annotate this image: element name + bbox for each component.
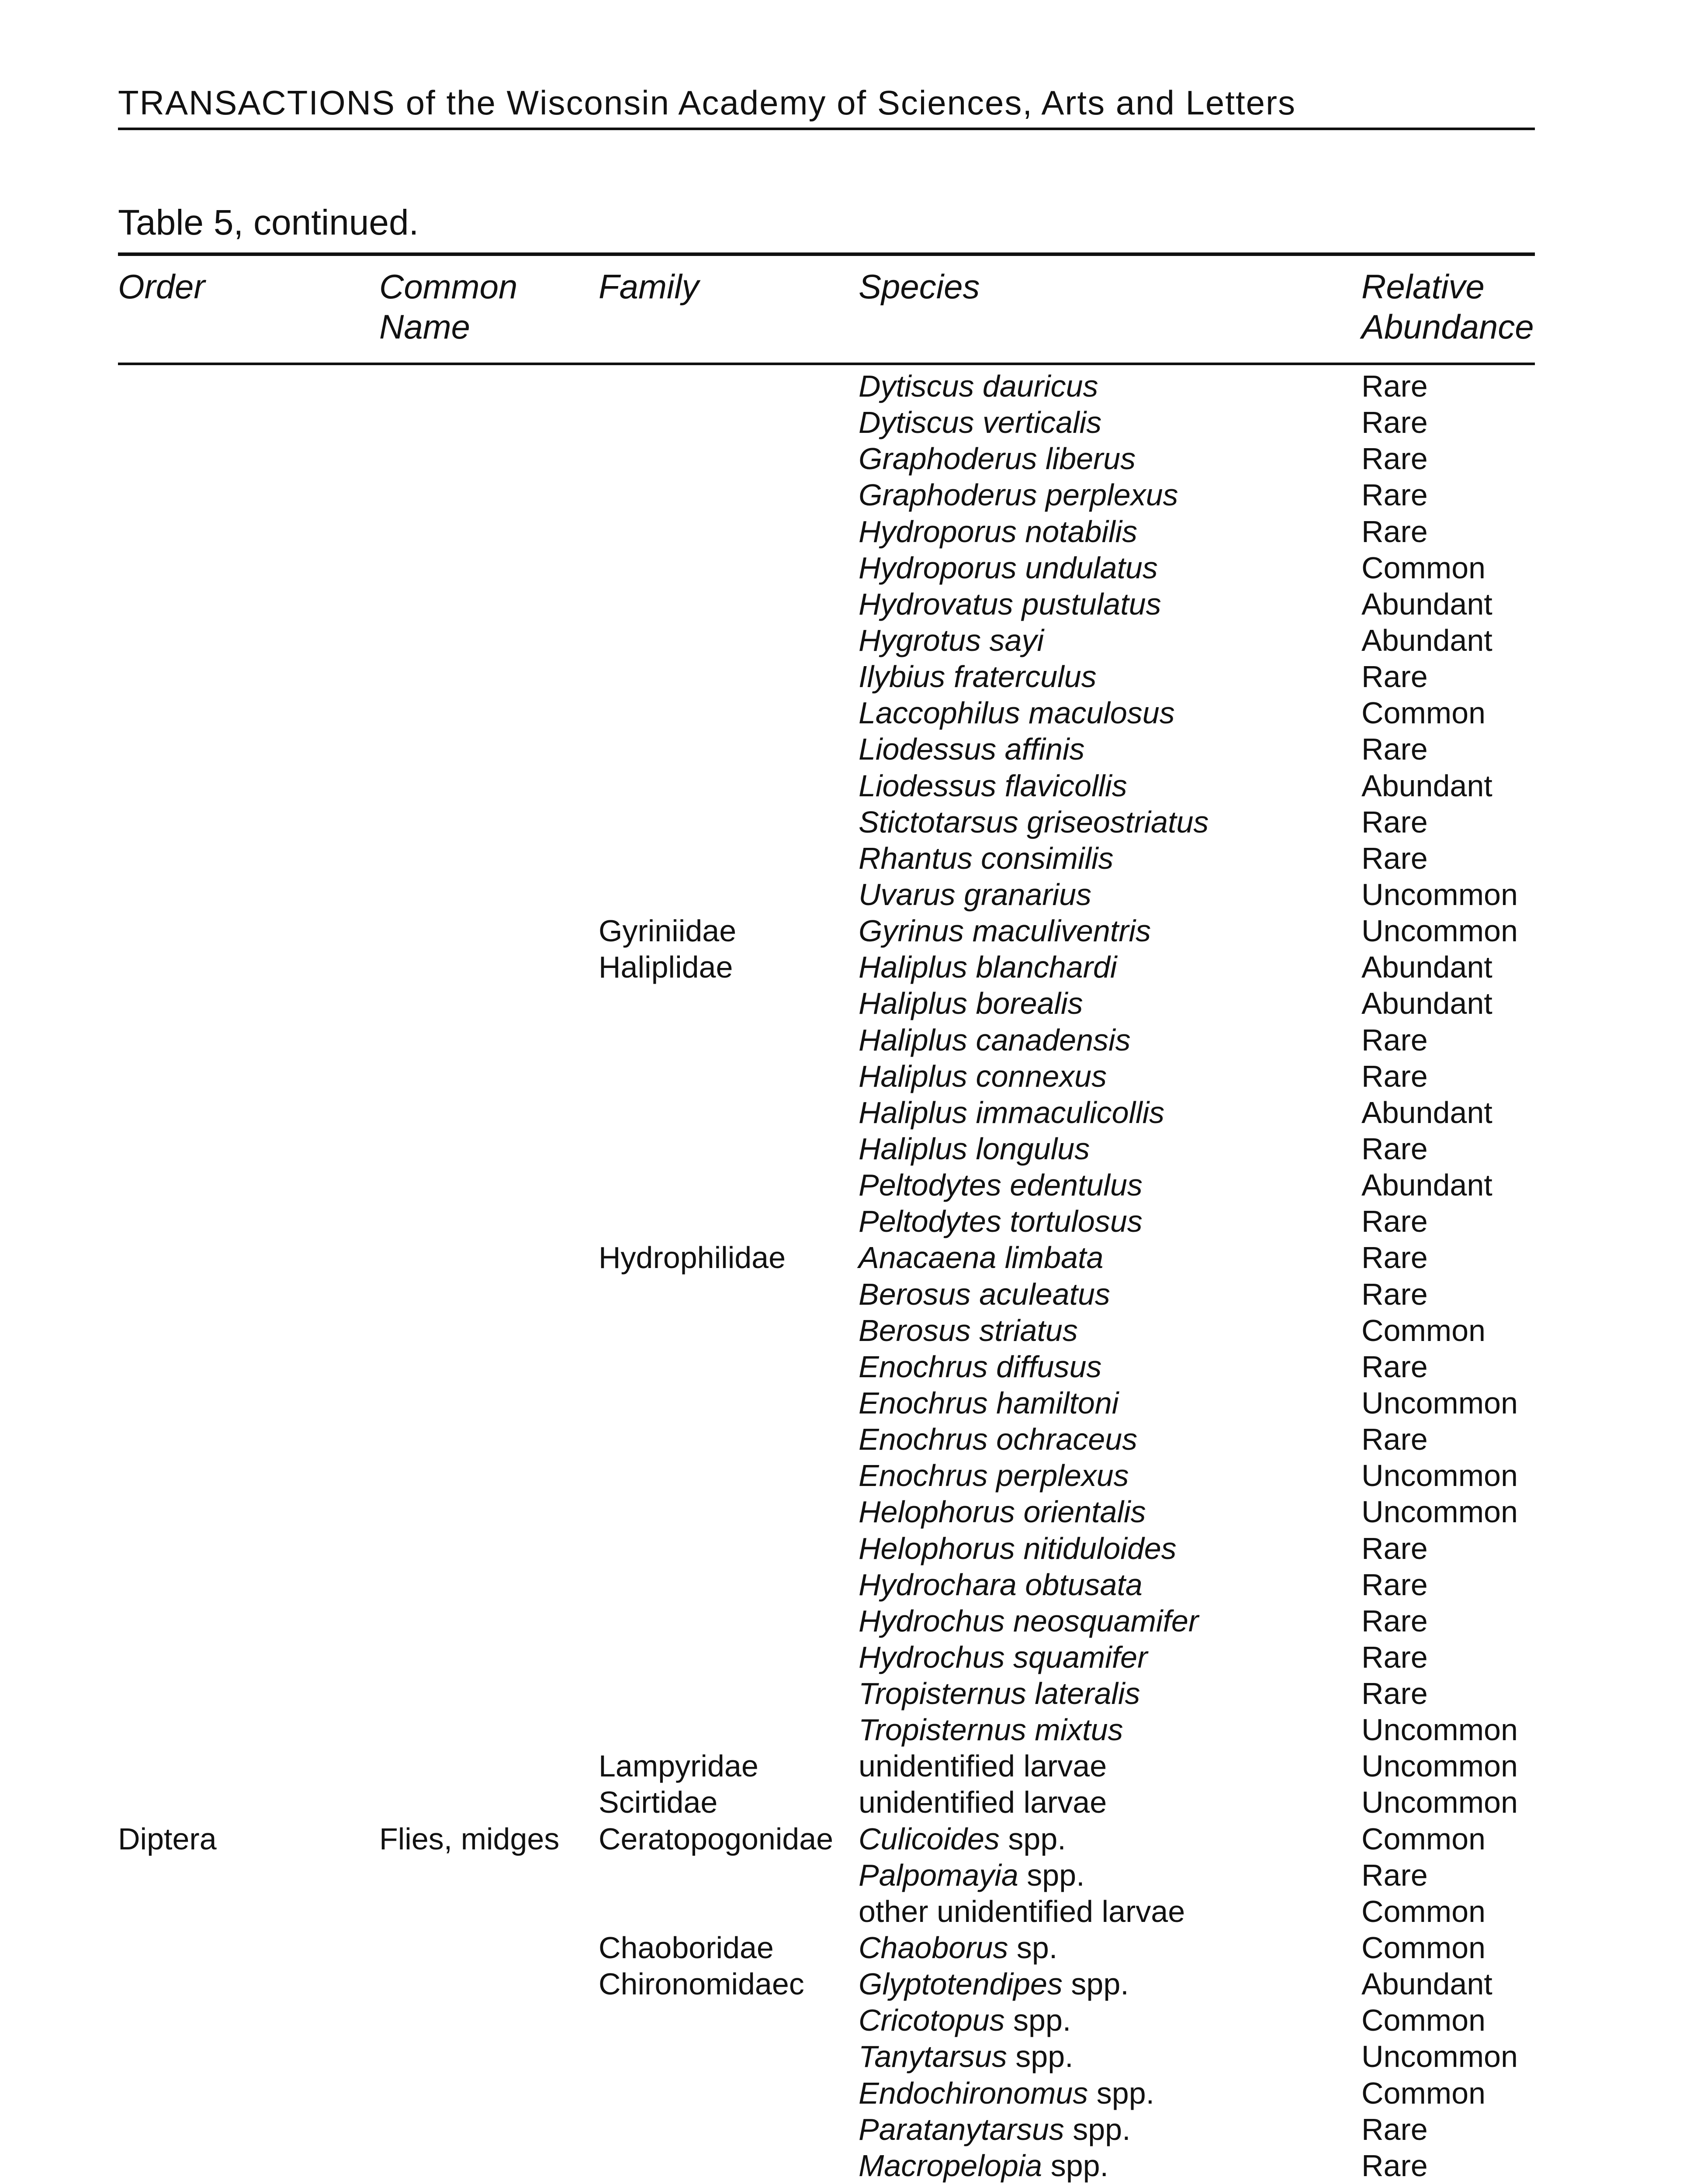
- cell-relative-abundance: Uncommon: [1361, 2039, 1518, 2074]
- table-row: [0, 1676, 1690, 1712]
- table-row: [0, 2002, 1690, 2039]
- column-header-relative-abundance: [1361, 266, 1534, 347]
- cell-relative-abundance: Uncommon: [1361, 914, 1518, 948]
- species-name-italic: Hydrochus neosquamifer: [859, 1603, 1199, 1638]
- cell-relative-abundance: Abundant: [1361, 1168, 1493, 1203]
- cell-species: [859, 1784, 1107, 1821]
- species-name-italic: Peltodytes tortulosus: [859, 1204, 1143, 1239]
- cell-species: [859, 1131, 1090, 1167]
- species-name-italic: Helophorus orientalis: [859, 1495, 1146, 1529]
- table-row: [0, 1857, 1690, 1894]
- table-row: [0, 1494, 1690, 1530]
- table-row: [0, 1131, 1690, 1167]
- cell-relative-abundance: Rare: [1361, 1422, 1428, 1457]
- cell-species: [859, 368, 1098, 404]
- column-header-common-name-line1: Common: [379, 267, 518, 306]
- cell-species: [859, 2111, 1131, 2148]
- table-row: [0, 1349, 1690, 1385]
- cell-relative-abundance: Rare: [1361, 2112, 1428, 2146]
- species-name-italic: Hydroporus undulatus: [859, 550, 1158, 585]
- cell-species: [859, 1385, 1119, 1421]
- species-name-italic: Haliplus longulus: [859, 1131, 1090, 1166]
- table-row: [0, 1639, 1690, 1676]
- cell-family: Chironomidaec: [599, 1967, 804, 2001]
- cell-species: [859, 1494, 1146, 1530]
- table-row: [0, 404, 1690, 441]
- table-row: [0, 1567, 1690, 1603]
- cell-relative-abundance: Rare: [1361, 2148, 1428, 2183]
- cell-relative-abundance: Common: [1361, 1894, 1486, 1928]
- cell-relative-abundance: Uncommon: [1361, 1713, 1518, 1747]
- table-row: [0, 2148, 1690, 2184]
- cell-relative-abundance: Uncommon: [1361, 1386, 1518, 1420]
- species-qualifier: spp.: [1042, 2148, 1109, 2183]
- table-row: [0, 1240, 1690, 1276]
- cell-species: [859, 1058, 1107, 1095]
- table-row: [0, 804, 1690, 840]
- table-caption: Table 5, continued.: [118, 203, 419, 242]
- table-row: [0, 1276, 1690, 1313]
- cell-species: [859, 1421, 1137, 1458]
- cell-species: [859, 1857, 1085, 1894]
- cell-relative-abundance: Rare: [1361, 660, 1428, 694]
- cell-species: [859, 550, 1158, 586]
- table-row: [0, 1712, 1690, 1748]
- cell-species: [859, 1639, 1147, 1676]
- cell-species: [859, 1894, 1185, 1930]
- cell-relative-abundance: Rare: [1361, 405, 1428, 440]
- cell-family: Scirtidae: [599, 1785, 718, 1820]
- species-name-italic: Graphoderus liberus: [859, 442, 1136, 476]
- column-header-species: [859, 266, 980, 307]
- table-row: [0, 1784, 1690, 1821]
- species-qualifier: spp.: [999, 1821, 1066, 1856]
- species-qualifier: unidentified larvae: [859, 1785, 1107, 1820]
- cell-species: [859, 1240, 1103, 1276]
- cell-relative-abundance: Abundant: [1361, 950, 1493, 985]
- species-name-italic: Macropelopia: [859, 2148, 1042, 2183]
- cell-species: [859, 1712, 1123, 1748]
- species-name-italic: Tanytarsus: [859, 2039, 1007, 2074]
- table-row: [0, 768, 1690, 804]
- species-name-italic: Hydrochus squamifer: [859, 1640, 1148, 1674]
- species-qualifier: spp.: [1004, 2003, 1071, 2038]
- cell-species: [859, 1531, 1177, 1567]
- column-header-order-label: Order: [118, 267, 205, 306]
- cell-species: [859, 514, 1137, 550]
- cell-relative-abundance: Common: [1361, 1313, 1486, 1348]
- cell-relative-abundance: Common: [1361, 2003, 1486, 2038]
- cell-species: [859, 2039, 1074, 2075]
- cell-species: [859, 695, 1175, 731]
- cell-family: Lampyridae: [599, 1749, 758, 1783]
- cell-family: Hydrophilidae: [599, 1241, 786, 1275]
- table-row: [0, 2111, 1690, 2148]
- cell-relative-abundance: Rare: [1361, 1241, 1428, 1275]
- cell-species: [859, 1930, 1057, 1966]
- species-name-italic: Anacaena limbata: [859, 1241, 1104, 1275]
- cell-relative-abundance: Rare: [1361, 1023, 1428, 1057]
- cell-relative-abundance: Uncommon: [1361, 1749, 1518, 1783]
- cell-species: [859, 913, 1151, 949]
- species-name-italic: Laccophilus maculosus: [859, 696, 1175, 730]
- table-row: [0, 913, 1690, 949]
- table-row: [0, 840, 1690, 877]
- cell-relative-abundance: Rare: [1361, 1059, 1428, 1093]
- cell-species: [859, 1966, 1129, 2002]
- species-name-italic: Endochironomus: [859, 2076, 1088, 2110]
- table-top-rule: [118, 252, 1535, 256]
- cell-relative-abundance: Rare: [1361, 1277, 1428, 1311]
- species-name-italic: Dytiscus verticalis: [859, 405, 1102, 440]
- cell-relative-abundance: Rare: [1361, 369, 1428, 403]
- species-name-italic: Haliplus canadensis: [859, 1023, 1131, 1057]
- column-header-common-name: [379, 266, 517, 347]
- running-head: TRANSACTIONS of the Wisconsin Academy of Sciences, Arts and Letters: [118, 83, 1296, 122]
- cell-species: [859, 1676, 1140, 1712]
- table-row: [0, 1385, 1690, 1421]
- species-name-italic: Hygrotus sayi: [859, 623, 1044, 657]
- cell-species: [859, 2075, 1154, 2111]
- column-header-abundance-line2: Abundance: [1361, 308, 1534, 346]
- column-header-order: [118, 266, 205, 307]
- species-name-italic: Palpomayia: [859, 1858, 1018, 1892]
- cell-relative-abundance: Abundant: [1361, 768, 1493, 803]
- species-qualifier: sp.: [1008, 1931, 1058, 1965]
- cell-relative-abundance: Rare: [1361, 1640, 1428, 1674]
- table-row: [0, 2039, 1690, 2075]
- table-row: [0, 1058, 1690, 1095]
- cell-species: [859, 1095, 1164, 1131]
- table-row: [0, 1966, 1690, 2002]
- table-row: [0, 1603, 1690, 1639]
- table-row: [0, 622, 1690, 659]
- species-name-italic: Peltodytes edentulus: [859, 1168, 1143, 1203]
- table-row: [0, 1531, 1690, 1567]
- cell-relative-abundance: Common: [1361, 1931, 1486, 1965]
- table-row: [0, 1167, 1690, 1203]
- table-body: [0, 368, 1690, 2184]
- table-row: [0, 586, 1690, 622]
- species-name-italic: Berosus striatus: [859, 1313, 1078, 1348]
- cell-relative-abundance: Common: [1361, 550, 1486, 585]
- cell-order: Diptera: [118, 1821, 217, 1856]
- table-row: [0, 731, 1690, 767]
- cell-relative-abundance: Abundant: [1361, 587, 1493, 621]
- species-name-italic: Liodessus affinis: [859, 732, 1085, 767]
- cell-relative-abundance: Rare: [1361, 1349, 1428, 1384]
- column-header-common-name-line2: Name: [379, 308, 471, 346]
- species-qualifier: spp.: [1018, 1858, 1085, 1892]
- cell-species: [859, 659, 1097, 695]
- cell-species: [859, 949, 1117, 985]
- column-header-species-label: Species: [859, 267, 980, 306]
- cell-relative-abundance: Uncommon: [1361, 877, 1518, 912]
- cell-relative-abundance: Rare: [1361, 442, 1428, 476]
- table-row: [0, 1458, 1690, 1494]
- cell-family: Haliplidae: [599, 950, 733, 985]
- cell-species: [859, 1567, 1143, 1603]
- table-row: [0, 1930, 1690, 1966]
- species-qualifier: spp.: [1064, 2112, 1131, 2146]
- cell-species: [859, 1022, 1131, 1058]
- table-row: [0, 659, 1690, 695]
- cell-relative-abundance: Abundant: [1361, 623, 1493, 657]
- cell-species: [859, 2148, 1108, 2184]
- species-name-italic: Stictotarsus griseostriatus: [859, 805, 1209, 839]
- cell-relative-abundance: Rare: [1361, 478, 1428, 512]
- table-row: [0, 985, 1690, 1022]
- species-name-italic: Berosus aculeatus: [859, 1277, 1110, 1311]
- species-name-italic: Dytiscus dauricus: [859, 369, 1098, 403]
- cell-species: [859, 877, 1091, 913]
- species-qualifier: spp.: [1007, 2039, 1074, 2074]
- species-name-italic: Haliplus connexus: [859, 1059, 1107, 1093]
- species-name-italic: Hydrochara obtusata: [859, 1567, 1143, 1602]
- cell-species: [859, 441, 1136, 477]
- cell-relative-abundance: Rare: [1361, 1131, 1428, 1166]
- cell-species: [859, 404, 1101, 441]
- cell-relative-abundance: Abundant: [1361, 1095, 1493, 1130]
- table-row: [0, 1095, 1690, 1131]
- species-name-italic: Gyrinus maculiventris: [859, 914, 1151, 948]
- cell-relative-abundance: Rare: [1361, 1676, 1428, 1711]
- cell-relative-abundance: Abundant: [1361, 986, 1493, 1021]
- table-row: [0, 514, 1690, 550]
- table-row: [0, 1894, 1690, 1930]
- table-row: [0, 1421, 1690, 1458]
- species-name-italic: Cricotopus: [859, 2003, 1005, 2038]
- cell-relative-abundance: Rare: [1361, 1531, 1428, 1565]
- cell-family: Ceratopogonidae: [599, 1821, 834, 1856]
- cell-species: [859, 477, 1178, 513]
- cell-species: [859, 622, 1044, 659]
- species-name-italic: Hydrovatus pustulatus: [859, 587, 1161, 621]
- species-name-italic: Enochrus perplexus: [859, 1458, 1129, 1493]
- table-row: [0, 695, 1690, 731]
- cell-common-name: Flies, midges: [379, 1821, 560, 1856]
- cell-relative-abundance: Rare: [1361, 1603, 1428, 1638]
- cell-relative-abundance: Common: [1361, 1821, 1486, 1856]
- species-name-italic: Haliplus immaculicollis: [859, 1095, 1165, 1130]
- species-name-italic: Enochrus ochraceus: [859, 1422, 1138, 1457]
- table-row: [0, 1022, 1690, 1058]
- table-header-rule: [118, 363, 1535, 365]
- species-name-italic: Enochrus hamiltoni: [859, 1386, 1119, 1420]
- cell-relative-abundance: Rare: [1361, 514, 1428, 549]
- cell-relative-abundance: Uncommon: [1361, 1458, 1518, 1493]
- table-row: [0, 1748, 1690, 1784]
- species-name-italic: Culicoides: [859, 1821, 1000, 1856]
- species-name-italic: Haliplus blanchardi: [859, 950, 1117, 985]
- species-name-italic: Tropisternus mixtus: [859, 1713, 1123, 1747]
- cell-species: [859, 1458, 1129, 1494]
- cell-species: [859, 1167, 1143, 1203]
- cell-species: [859, 804, 1209, 840]
- cell-species: [859, 985, 1083, 1022]
- species-name-italic: Helophorus nitiduloides: [859, 1531, 1177, 1565]
- cell-relative-abundance: Common: [1361, 2076, 1486, 2110]
- cell-relative-abundance: Rare: [1361, 805, 1428, 839]
- cell-species: [859, 586, 1161, 622]
- species-name-italic: Ilybius fraterculus: [859, 660, 1097, 694]
- table-row: [0, 368, 1690, 404]
- species-name-italic: Tropisternus lateralis: [859, 1676, 1140, 1711]
- species-name-italic: Uvarus granarius: [859, 877, 1091, 912]
- cell-family: Gyriniidae: [599, 914, 737, 948]
- cell-relative-abundance: Uncommon: [1361, 1785, 1518, 1820]
- species-qualifier: spp.: [1088, 2076, 1155, 2110]
- table-row: [0, 477, 1690, 513]
- cell-relative-abundance: Rare: [1361, 732, 1428, 767]
- cell-relative-abundance: Uncommon: [1361, 1495, 1518, 1529]
- cell-relative-abundance: Abundant: [1361, 1967, 1493, 2001]
- cell-relative-abundance: Rare: [1361, 841, 1428, 875]
- column-header-family: [599, 266, 699, 307]
- table-row: [0, 949, 1690, 985]
- species-qualifier: spp.: [1062, 1967, 1129, 2001]
- species-name-italic: Chaoborus: [859, 1931, 1008, 1965]
- species-name-italic: Graphoderus perplexus: [859, 478, 1178, 512]
- table-row: [0, 1203, 1690, 1240]
- species-name-italic: Rhantus consimilis: [859, 841, 1114, 875]
- species-name-italic: Paratanytarsus: [859, 2112, 1064, 2146]
- table-row: [0, 1821, 1690, 1857]
- cell-species: [859, 1349, 1101, 1385]
- cell-species: [859, 1203, 1143, 1240]
- table-row: [0, 550, 1690, 586]
- table-row: [0, 1313, 1690, 1349]
- cell-relative-abundance: Rare: [1361, 1858, 1428, 1892]
- column-header-family-label: Family: [599, 267, 699, 306]
- cell-family: Chaoboridae: [599, 1931, 774, 1965]
- species-name-italic: Haliplus borealis: [859, 986, 1083, 1021]
- cell-species: [859, 2002, 1071, 2039]
- cell-species: [859, 731, 1085, 767]
- cell-relative-abundance: Common: [1361, 696, 1486, 730]
- header-rule: [118, 128, 1535, 130]
- cell-species: [859, 1821, 1066, 1857]
- column-header-abundance-line1: Relative: [1361, 267, 1485, 306]
- species-name-italic: Hydroporus notabilis: [859, 514, 1138, 549]
- species-name-italic: Liodessus flavicollis: [859, 768, 1127, 803]
- species-qualifier: unidentified larvae: [859, 1749, 1107, 1783]
- table-row: [0, 2075, 1690, 2111]
- cell-relative-abundance: Rare: [1361, 1567, 1428, 1602]
- species-qualifier: other unidentified larvae: [859, 1894, 1185, 1928]
- species-name-italic: Glyptotendipes: [859, 1967, 1063, 2001]
- species-name-italic: Enochrus diffusus: [859, 1349, 1102, 1384]
- cell-species: [859, 1313, 1078, 1349]
- table-row: [0, 877, 1690, 913]
- cell-species: [859, 1748, 1107, 1784]
- cell-relative-abundance: Rare: [1361, 1204, 1428, 1239]
- cell-species: [859, 1276, 1110, 1313]
- table-row: [0, 441, 1690, 477]
- cell-species: [859, 768, 1127, 804]
- cell-species: [859, 840, 1114, 877]
- cell-species: [859, 1603, 1198, 1639]
